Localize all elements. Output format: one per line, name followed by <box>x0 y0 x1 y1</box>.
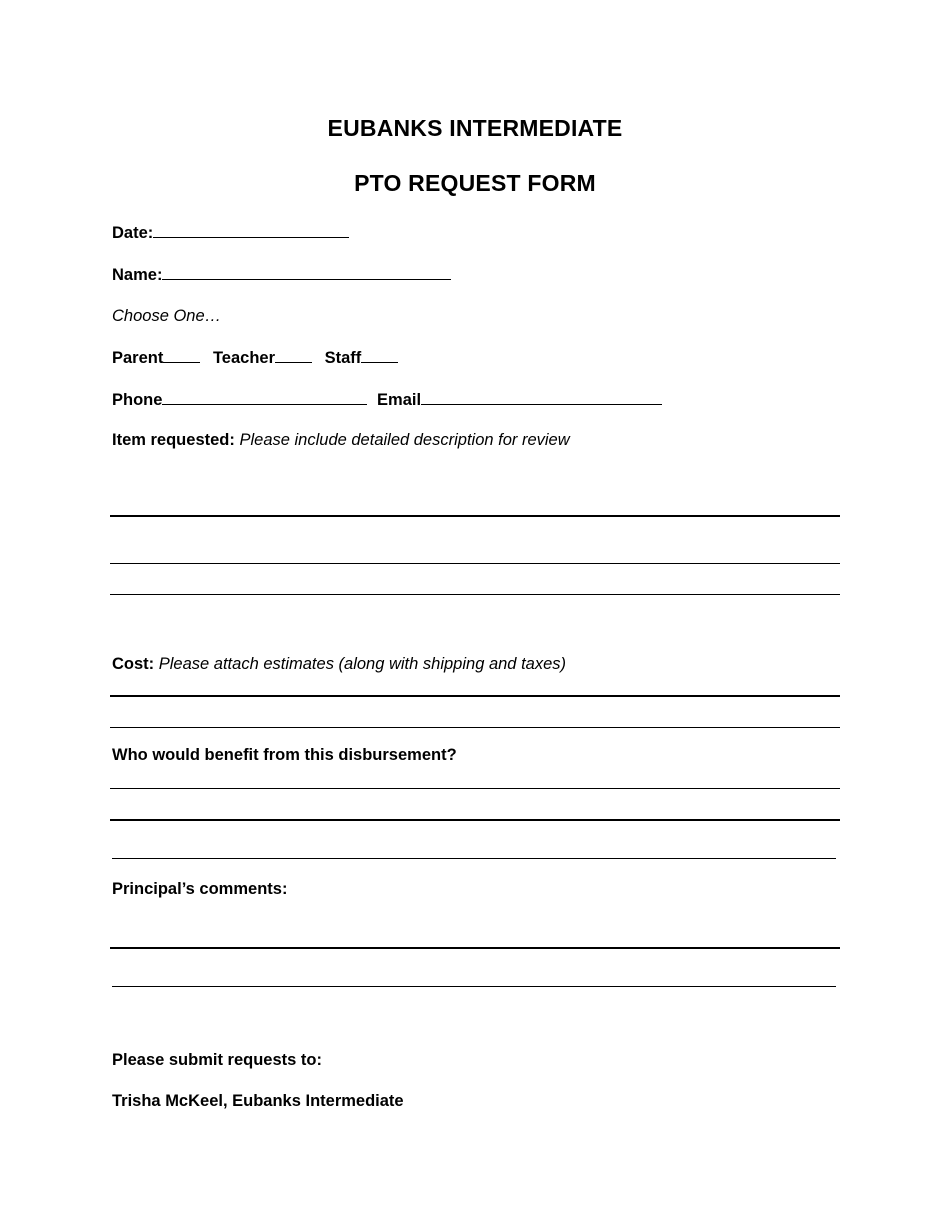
date-label: Date: <box>112 224 154 242</box>
item-line-2[interactable] <box>110 563 840 564</box>
cost-line-1[interactable] <box>110 695 840 697</box>
staff-label: Staff <box>324 349 362 367</box>
cost-label: Cost: <box>112 655 155 673</box>
email-label: Email <box>377 391 422 409</box>
cost-row <box>112 655 566 674</box>
benefit-line-1[interactable] <box>110 788 840 789</box>
email-field[interactable] <box>421 390 662 405</box>
principal-comments-label: Principal’s comments: <box>112 880 288 898</box>
contact-row <box>112 390 662 410</box>
item-requested-label: Item requested: <box>112 431 235 449</box>
date-field[interactable] <box>153 223 349 238</box>
submit-label: Please submit requests to: <box>112 1051 322 1069</box>
teacher-label: Teacher <box>212 349 276 367</box>
cost-hint: Please attach estimates (along with shipping and taxes) <box>158 655 566 673</box>
name-field[interactable] <box>162 265 451 280</box>
principal-line-1[interactable] <box>110 947 840 949</box>
item-line-1[interactable] <box>110 515 840 517</box>
benefit-label: Who would benefit from this disbursement? <box>112 746 457 764</box>
date-row <box>112 223 349 243</box>
phone-field[interactable] <box>162 390 367 405</box>
cost-line-2[interactable] <box>110 727 840 728</box>
choose-one-label: Choose One… <box>112 307 222 325</box>
benefit-line-3[interactable] <box>112 858 836 859</box>
benefit-line-2[interactable] <box>110 819 840 821</box>
item-requested-row <box>112 431 570 450</box>
name-label: Name: <box>112 266 163 284</box>
school-name: EUBANKS INTERMEDIATE <box>327 115 623 141</box>
parent-label: Parent <box>112 349 164 367</box>
submit-contact: Trisha McKeel, Eubanks Intermediate <box>112 1092 404 1110</box>
principal-line-2[interactable] <box>112 986 836 987</box>
teacher-field[interactable] <box>275 348 312 363</box>
phone-label: Phone <box>112 391 163 409</box>
item-requested-hint: Please include detailed description for review <box>239 431 570 449</box>
role-row <box>112 348 398 368</box>
form-title: PTO REQUEST FORM <box>354 170 596 196</box>
name-row <box>112 265 451 285</box>
staff-field[interactable] <box>361 348 398 363</box>
item-line-3[interactable] <box>110 594 840 595</box>
parent-field[interactable] <box>163 348 200 363</box>
